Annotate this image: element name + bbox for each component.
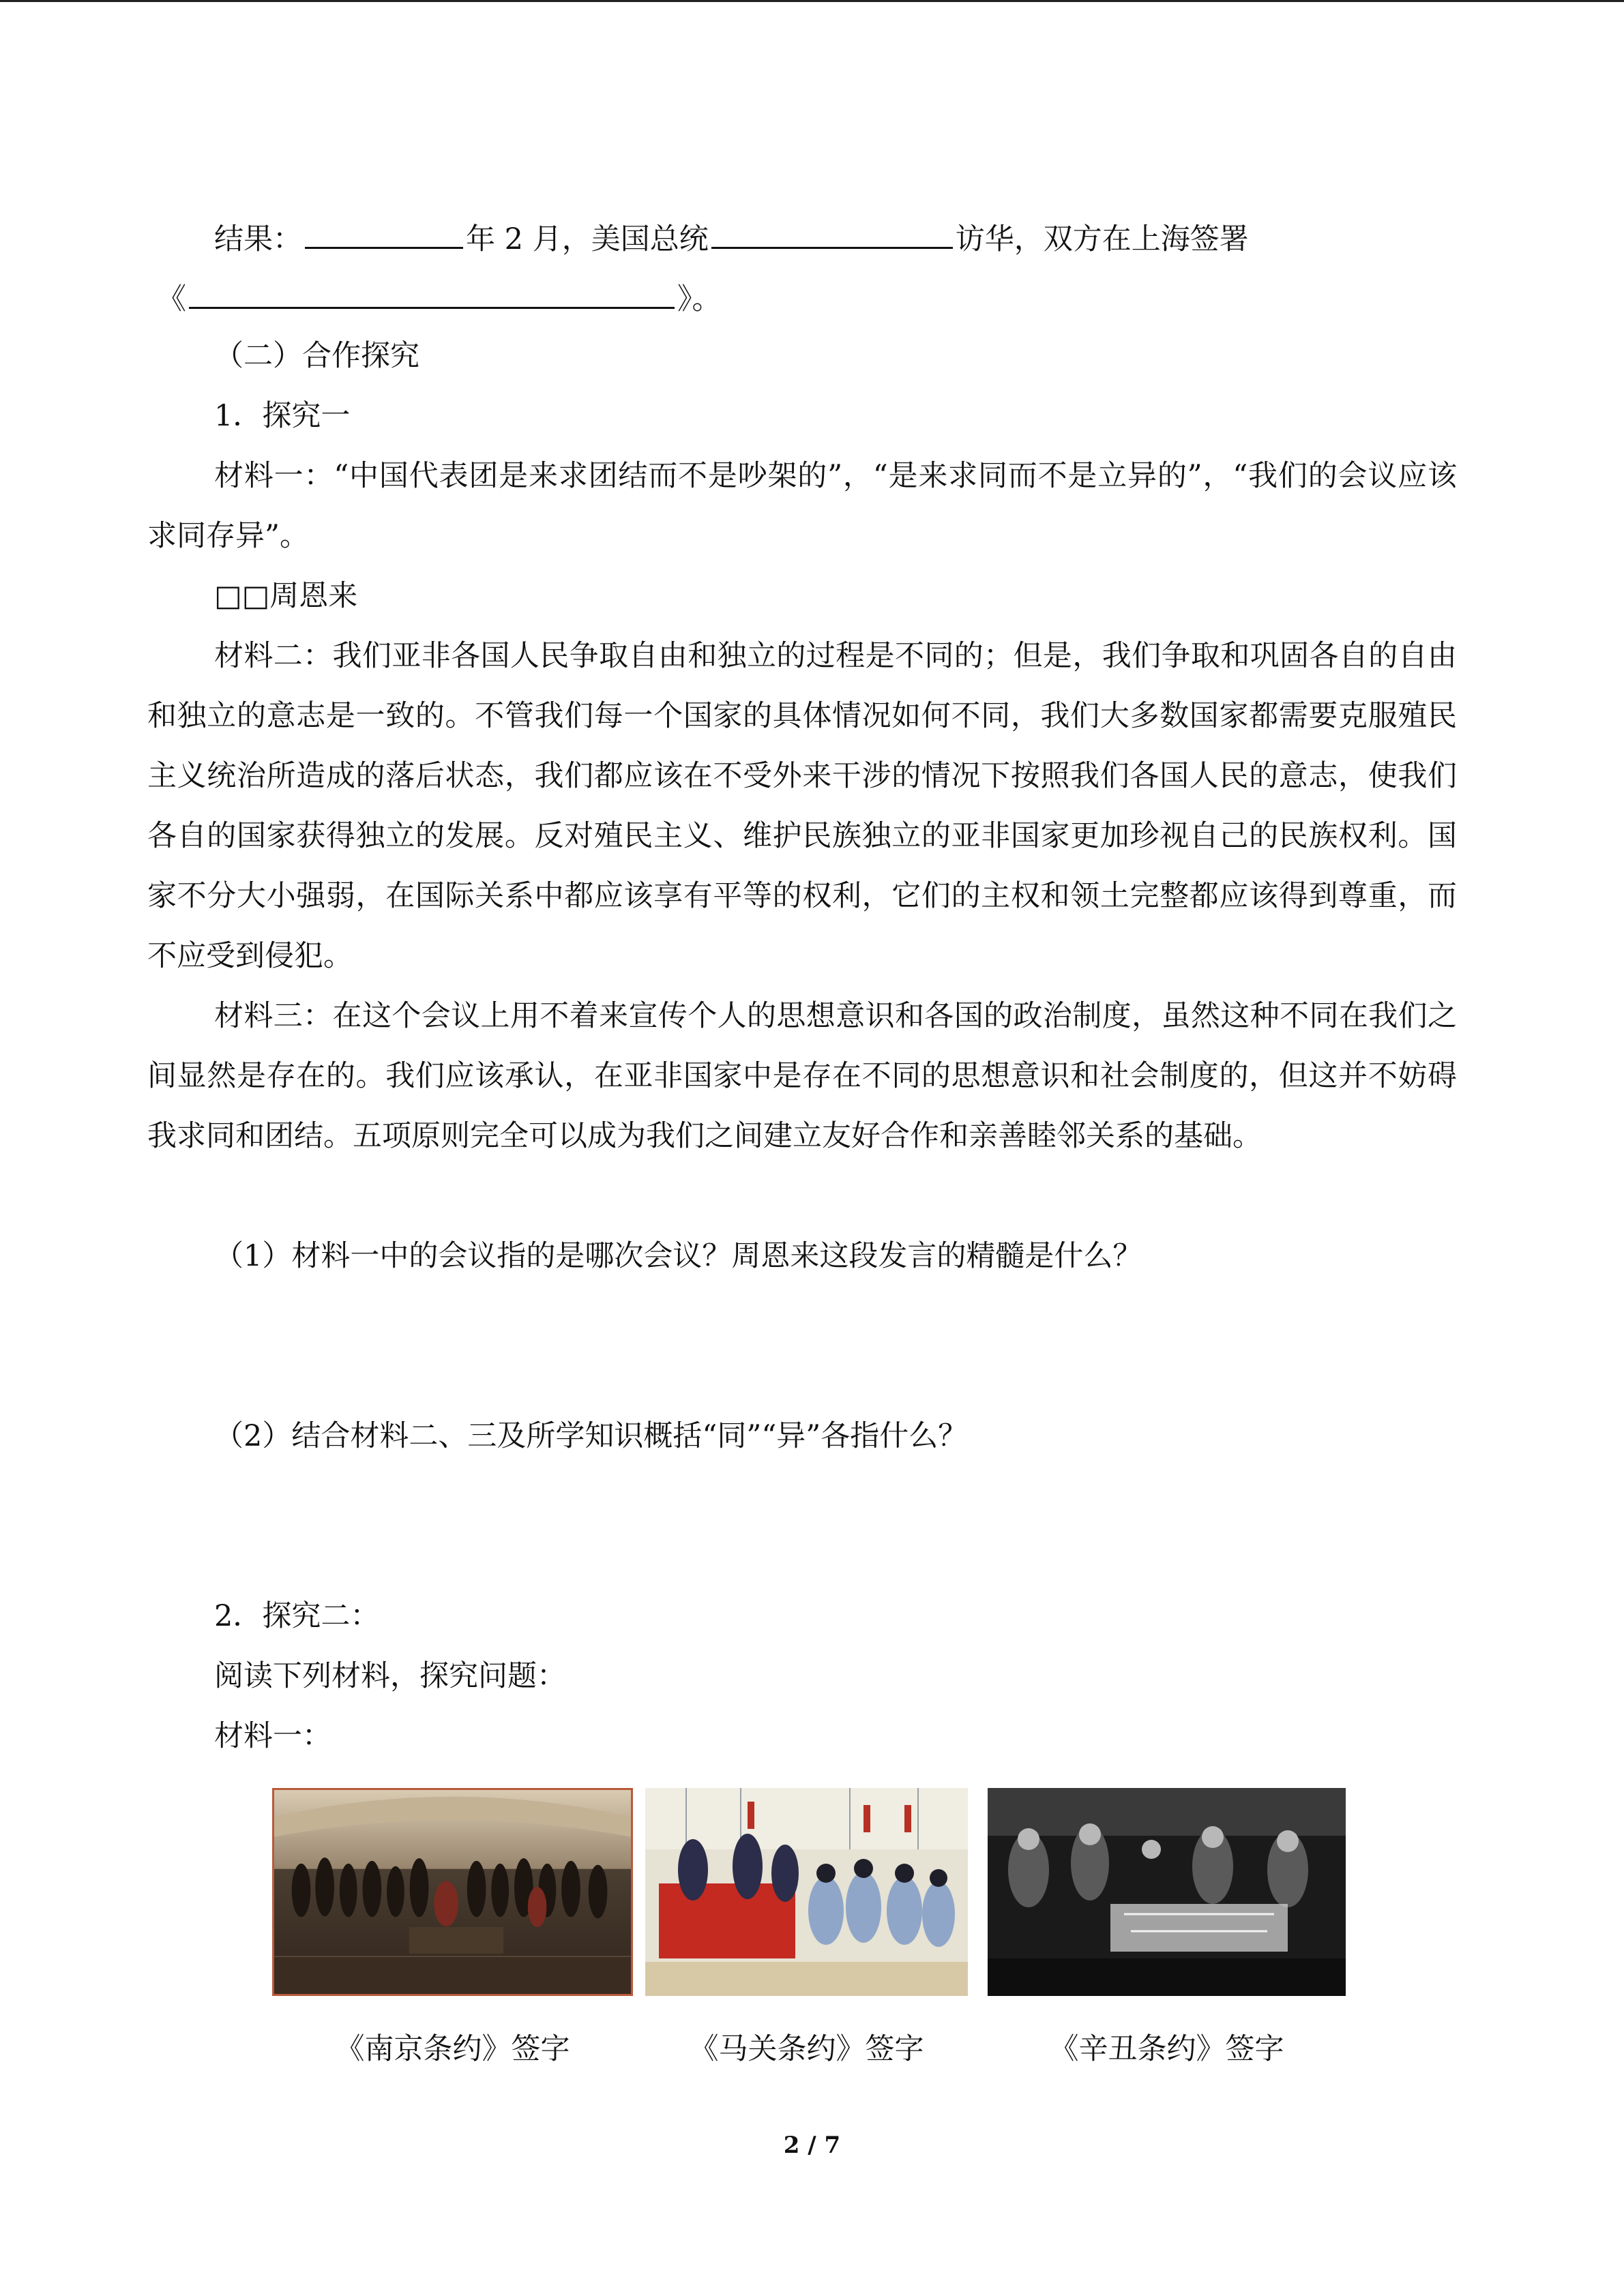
president-blank[interactable] — [711, 206, 953, 249]
caption-xinchou: 《辛丑条约》签字 — [1049, 2032, 1284, 2066]
page-number: 2 / 7 — [783, 2132, 841, 2159]
inquiry2-title: 2．探究二： — [214, 1599, 380, 1633]
material2-text: 材料二：我们亚非各国人民争取自由和独立的过程是不同的；但是，我们争取和巩固各自的自由和独立的意志是一致的。不管我们每一个国家的具体情况如何不同，我们大多数国家都需要克服殖民主义统治所造成的落后状态，我们都应该在不受外来干涉的情况下按照我们各国人民的意志，使我们各自的国家获得独立的发展。反对殖民主义、维护民族独立的亚非国家更加珍视自己的民族权利。国家不分大小强弱，在国际关系中都应该享有平等的权利，它们的主权和领土完整都应该得到尊重，而不应受到侵犯。 — [147, 639, 1457, 973]
inquiry1-title: 1．探究一 — [214, 399, 351, 433]
communique-blank[interactable] — [189, 266, 675, 309]
year-suffix: 年 2 月，美国总统 — [466, 222, 709, 256]
caption-maguan: 《马关条约》签字 — [689, 2032, 924, 2066]
inquiry2-instruction: 阅读下列材料，探究问题： — [214, 1659, 566, 1693]
maguan-treaty-photo — [645, 1788, 968, 1996]
question1: （1）材料一中的会议指的是哪次会议？周恩来这段发言的精髓是什么？ — [214, 1239, 1142, 1273]
book-close-mark: 》。 — [677, 282, 722, 316]
page-top-border — [0, 0, 1624, 2]
result-prefix: 结果： — [214, 222, 302, 256]
visit-text: 访华，双方在上海签署 — [955, 222, 1249, 256]
section-heading: （二）合作探究 — [214, 339, 419, 373]
question2: （2）结合材料二、三及所学知识概括“同”“异”各指什么？ — [214, 1419, 968, 1453]
year-blank[interactable] — [305, 206, 463, 249]
result-line — [214, 206, 1249, 269]
material1-label: 材料一： — [214, 1719, 331, 1753]
material3-text: 材料三：在这个会议上用不着来宣传个人的思想意识和各国的政治制度，虽然这种不同在我们之间显然是存在的。我们应该承认，在亚非国家中是存在不同的思想意识和社会制度的，但这并不妨碍我求同和团结。五项原则完全可以成为我们之间建立友好合作和亲善睦邻关系的基础。 — [147, 999, 1457, 1153]
material1-source: □□周恩来 — [214, 579, 358, 613]
caption-nanjing: 《南京条约》签字 — [335, 2032, 570, 2066]
xinchou-treaty-photo — [988, 1788, 1346, 1996]
communique-line — [157, 266, 722, 329]
material1-text: 材料一：“中国代表团是来求团结而不是吵架的”，“是来求同而不是立异的”，“我们的会议应该求同存异”。 — [147, 459, 1457, 553]
book-open-mark: 《 — [157, 282, 186, 316]
nanjing-treaty-photo — [272, 1788, 633, 1996]
